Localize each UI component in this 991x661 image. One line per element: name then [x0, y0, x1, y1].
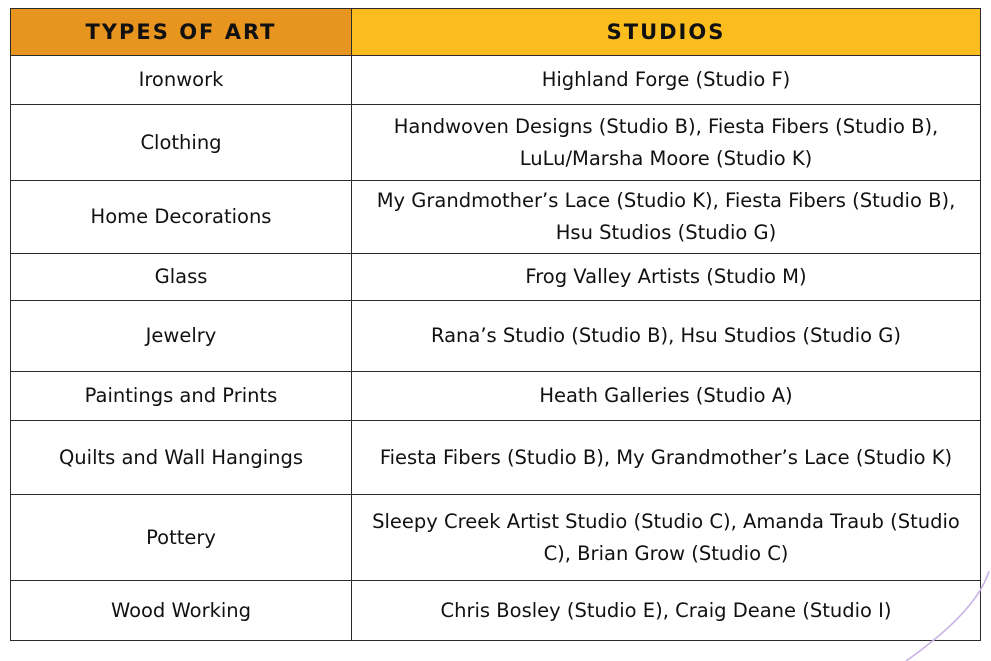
art-type-cell: Jewelry [11, 301, 352, 372]
art-type-cell: Paintings and Prints [11, 372, 352, 421]
studios-cell: My Grandmother’s Lace (Studio K), Fiesta Fibers (Studio B), Hsu Studios (Studio G) [352, 181, 981, 254]
art-type-cell: Ironwork [11, 56, 352, 105]
studios-cell: Sleepy Creek Artist Studio (Studio C), Amanda Traub (Studio C), Brian Grow (Studio C) [352, 495, 981, 581]
table-row [11, 105, 981, 181]
studios-cell: Rana’s Studio (Studio B), Hsu Studios (Studio G) [352, 301, 981, 372]
header-studios: STUDIOS [352, 9, 981, 56]
decorative-curve-line [906, 571, 989, 661]
art-type-cell: Pottery [11, 495, 352, 581]
table-row [11, 181, 981, 254]
table-row [11, 495, 981, 581]
table-row [11, 56, 981, 105]
studios-cell: Highland Forge (Studio F) [352, 56, 981, 105]
table-row [11, 421, 981, 495]
art-type-cell: Clothing [11, 105, 352, 181]
table-row [11, 254, 981, 301]
table-row [11, 372, 981, 421]
studios-cell: Fiesta Fibers (Studio B), My Grandmother’s Lace (Studio K) [352, 421, 981, 495]
art-type-cell: Wood Working [11, 581, 352, 641]
table-row [11, 301, 981, 372]
header-row [11, 9, 981, 56]
decorative-curve [791, 571, 991, 661]
studios-cell: Frog Valley Artists (Studio M) [352, 254, 981, 301]
studios-cell: Chris Bosley (Studio E), Craig Deane (Studio I) [352, 581, 981, 641]
art-type-cell: Glass [11, 254, 352, 301]
art-type-cell: Home Decorations [11, 181, 352, 254]
types-of-art-table [10, 8, 981, 641]
studios-cell: Heath Galleries (Studio A) [352, 372, 981, 421]
header-types-of-art: TYPES OF ART [11, 9, 352, 56]
studios-cell: Handwoven Designs (Studio B), Fiesta Fibers (Studio B), LuLu/Marsha Moore (Studio K) [352, 105, 981, 181]
art-type-cell: Quilts and Wall Hangings [11, 421, 352, 495]
